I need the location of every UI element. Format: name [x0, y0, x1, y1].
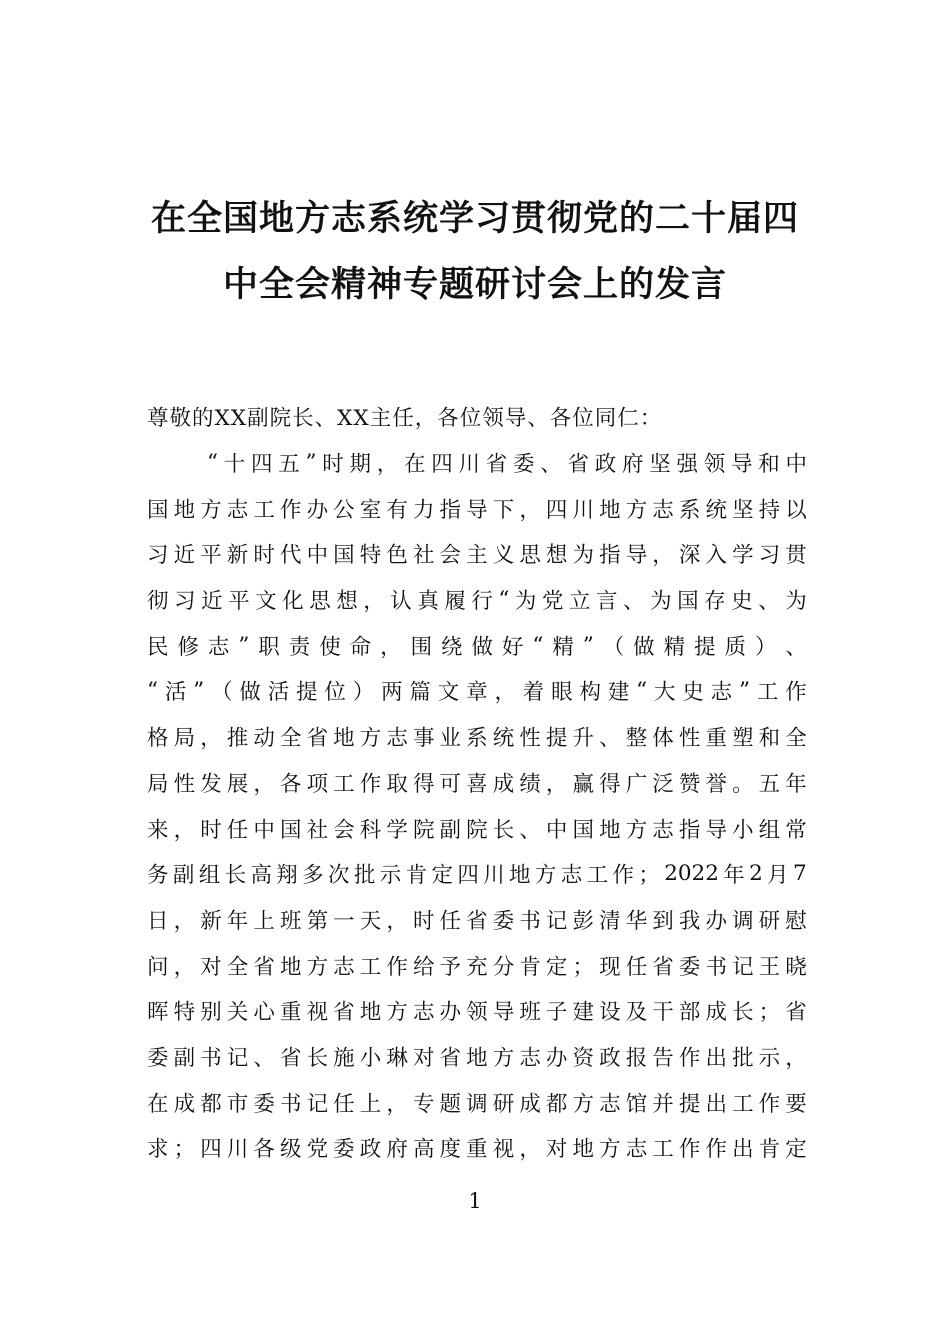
body-line: 彻 习 近 平 文 化 思 想 ， 认 真 履 行 “ 为 党 立 言 、 为 国 存 史 、 为	[147, 587, 807, 615]
body-line: 求 ； 四 川 各 级 党 委 政 府 高 度 重 视 ， 对 地 方 志 工 作 作 出 肯 定	[147, 1137, 807, 1163]
body-line: 日 ， 新 年 上 班 第 一 天 ， 时 任 省 委 书 记 彭 清 华 到 我 办 调 研 慰	[147, 908, 807, 934]
body-line: “ 活 ” （ 做 活 提 位 ） 两 篇 文 章 ， 着 眼 构 建 “ 大 史 志 ” 工 作	[147, 678, 807, 706]
title-line-2: 中全会精神专题研讨会上的发言	[222, 265, 727, 305]
body-line: 在 成 都 市 委 书 记 任 上 ， 专 题 调 研 成 都 方 志 馆 并 提 出 工 作 要	[147, 1091, 807, 1117]
document-title	[0, 186, 950, 318]
body-line: 晖 特 别 关 心 重 视 省 地 方 志 办 领 导 班 子 建 设 及 干 部 成 长 ； 省	[147, 1000, 807, 1026]
body-line: 格 局 ， 推 动 全 省 地 方 志 事 业 系 统 性 提 升 、 整 体 性 重 塑 和 全	[147, 726, 807, 752]
body-line: 来 ， 时 任 中 国 社 会 科 学 院 副 院 长 、 中 国 地 方 志 指 导 小 组 常	[147, 817, 807, 843]
body-line: 习 近 平 新 时 代 中 国 特 色 社 会 主 义 思 想 为 指 导 ， 深 入 学 习 贯	[147, 543, 807, 569]
body-line: “ 十 四 五 ” 时 期 ， 在 四 川 省 委 、 省 政 府 坚 强 领 导 和 中	[207, 450, 807, 478]
body-line: 问 ， 对 全 省 地 方 志 工 作 给 予 充 分 肯 定 ； 现 任 省 委 书 记 王 晓	[147, 954, 807, 980]
body-line: 务 副 组 长 高 翔 多 次 批 示 肯 定 四 川 地 方 志 工 作 ； 2022 年 2 月 7	[147, 861, 807, 889]
body-line: 国 地 方 志 工 作 办 公 室 有 力 指 导 下 ， 四 川 地 方 志 系 统 坚 持 以	[147, 497, 807, 523]
salutation: 尊敬的XX副院长、XX主任，各位领导、各位同仁：	[147, 406, 663, 432]
body-line: 局 性 发 展 ， 各 项 工 作 取 得 可 喜 成 绩 ， 赢 得 广 泛 赞 誉 。 五 年	[147, 771, 807, 797]
document-body	[147, 394, 807, 1171]
body-line: 委 副 书 记 、 省 长 施 小 琳 对 省 地 方 志 办 资 政 报 告 作 出 批 示 ，	[147, 1045, 807, 1071]
body-line: 民 修 志 ” 职 责 使 命 ， 围 绕 做 好 “ 精 ” （ 做 精 提 质 ） 、	[147, 632, 807, 660]
page-number: 1	[468, 1189, 482, 1213]
title-line-1: 在全国地方志系统学习贯彻党的二十届四	[150, 199, 799, 239]
